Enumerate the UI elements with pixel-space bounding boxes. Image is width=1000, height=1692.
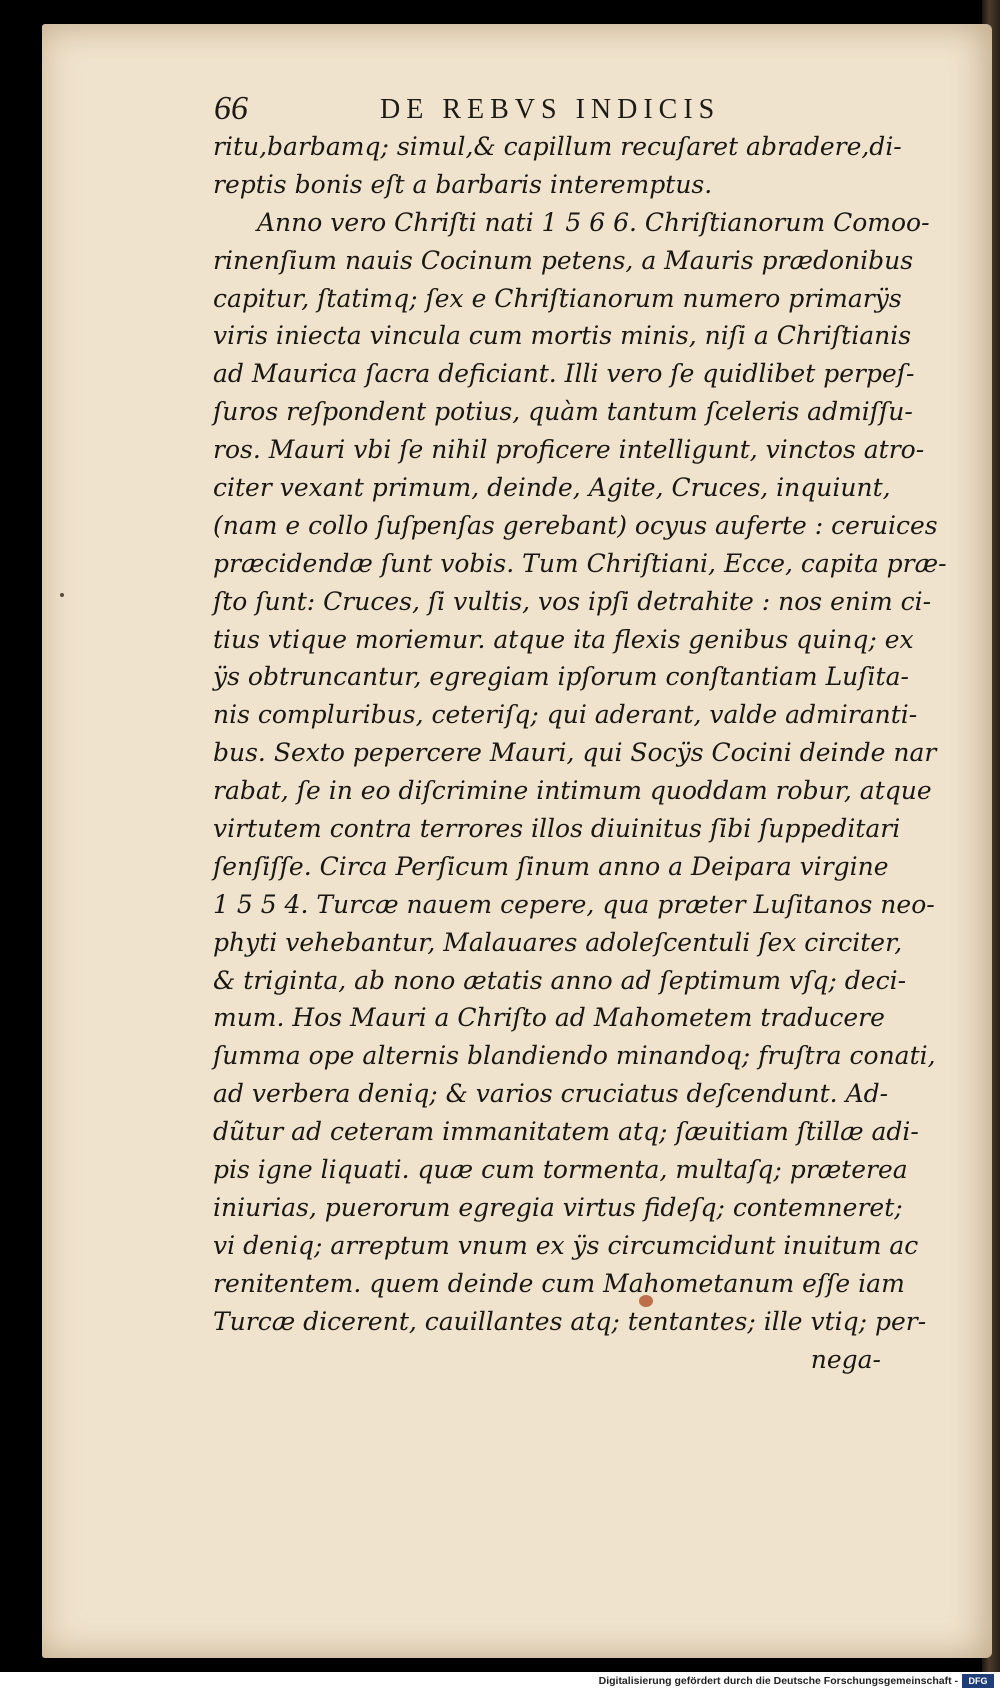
text-line: ſenſiſſe. Circa Perſicum ſinum anno a Deipara virgine	[213, 851, 889, 881]
text-line: mum. Hos Mauri a Chriſto ad Mahometem traducere	[213, 1003, 885, 1033]
text-line: reptis bonis eſt a barbaris interemptus.	[213, 169, 713, 199]
text-line: capitur, ſtatimq; ſex e Chriſtianorum numero primarÿs	[213, 283, 902, 313]
text-line: ad verbera deniq; & varios cruciatus deſcendunt. Ad-	[213, 1079, 889, 1109]
text-line: ÿs obtruncantur, egregiam ipſorum conſtantiam Luſita-	[213, 662, 909, 692]
text-line: vi deniq; arreptum vnum ex ÿs circumcidunt inuitum ac	[213, 1230, 919, 1260]
text-line: Anno vero Chriſti nati 1 5 6 6. Chriſtianorum Comoo-	[257, 207, 930, 237]
running-head	[0, 90, 1000, 130]
text-line: bus. Sexto pepercere Mauri, qui Socÿs Cocini deinde nar	[213, 738, 937, 768]
text-line: tius vtique moriemur. atque ita flexis genibus quinq; ex	[213, 624, 914, 654]
body-text	[213, 128, 947, 1378]
text-line: viris iniecta vincula cum mortis minis, niſi a Chriſtianis	[213, 321, 912, 351]
text-line: rabat, ſe in eo diſcrimine intimum quoddam robur, atque	[213, 776, 932, 806]
text-line: præcidendæ ſunt vobis. Tum Chriſtiani, Ecce, capita præ-	[213, 548, 947, 578]
text-line: Turcæ dicerent, cauillantes atq; tentantes; ille vtiq; per-	[213, 1306, 927, 1336]
catchword: nega-	[810, 1344, 881, 1374]
text-line: 1 5 5 4. Turcæ nauem cepere, qua præter Luſitanos neo-	[213, 889, 935, 919]
text-line: phyti vehebantur, Malauares adoleſcentuli ſex circiter,	[213, 927, 903, 957]
text-line: citer vexant primum, deinde, Agite, Cruces, inquiunt,	[213, 473, 891, 503]
text-line: ſto ſunt: Cruces, ſi vultis, vos ipſi detrahite : nos enim ci-	[213, 586, 932, 616]
text-line: pis igne liquati. quæ cum tormenta, multaſq; præterea	[213, 1155, 908, 1185]
text-line: dũtur ad ceteram immanitatem atq; ſæuitiam ſtillæ adi-	[213, 1117, 919, 1147]
text-line: ros. Mauri vbi ſe nihil proficere intelligunt, vinctos atro-	[213, 435, 925, 465]
text-line: (nam e collo ſuſpenſas gerebant) ocyus auferte : ceruices	[213, 510, 938, 540]
text-line: & triginta, ab nono ætatis anno ad ſeptimum vſq; deci-	[213, 965, 907, 995]
dfg-logo-icon: DFG	[962, 1674, 994, 1688]
text-line: virtutem contra terrores illos diuinitus ſibi ſuppeditari	[213, 814, 901, 844]
text-line: ſumma ope alternis blandiendo minandoq; fruſtra conati,	[213, 1041, 936, 1071]
text-line: nis compluribus, ceteriſq; qui aderant, valde admiranti-	[213, 700, 918, 730]
running-title: DE REBVS INDICIS	[380, 94, 721, 125]
text-line: rinenſium nauis Cocinum petens, a Mauris prædonibus	[213, 245, 914, 275]
text-line: iniurias, puerorum egregia virtus fideſq; contemneret;	[213, 1192, 903, 1222]
digitization-credit: Digitalisierung gefördert durch die Deutsche Forschungsgemeinschaft -	[598, 1675, 958, 1687]
margin-mark	[60, 593, 64, 597]
page-number: 66	[214, 90, 248, 127]
digitization-footer	[0, 1672, 1000, 1692]
text-line: ritu,barbamq; simul,& capillum recuſaret abradere,di-	[213, 132, 902, 161]
text-line: renitentem. quem deinde cum Mahometanum eſſe iam	[213, 1268, 905, 1298]
text-line: ad Maurica ſacra deficiant. Illi vero ſe quidlibet perpeſ-	[213, 359, 915, 389]
text-line: ſuros reſpondent potius, quàm tantum ſceleris admiſſu-	[213, 397, 913, 427]
